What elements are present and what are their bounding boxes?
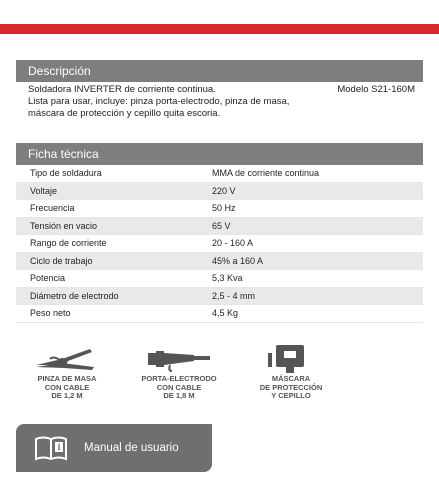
spec-label: Rango de corriente [30,238,107,249]
spec-label: Ciclo de trabajo [30,255,93,266]
spec-value: 5,3 Kva [212,273,243,284]
manual-button[interactable] [16,424,212,472]
spec-row [16,288,423,306]
spec-value: 65 V [212,220,231,231]
description-line: Soldadora INVERTER de corriente continua. [28,84,216,95]
spec-label: Diámetro de electrodo [30,290,119,301]
spec-value: 20 - 160 A [212,238,254,249]
description-header [16,60,423,82]
accessory-welding-mask [236,345,346,401]
spec-label: Frecuencia [30,203,75,214]
specs-table [16,165,423,323]
accessory-label: PINZA DE MASA CON CABLE DE 1,2 M [37,374,97,400]
spec-row [16,183,423,201]
description-title: Descripción [28,64,91,78]
spec-value: MMA de corriente continua [212,168,320,179]
spec-row [16,270,423,288]
spec-label: Tipo de soldadura [30,168,102,179]
spec-row [16,218,423,236]
svg-text:i: i [57,442,61,452]
specs-header [16,143,423,165]
spec-row [16,200,423,218]
accessory-electrode-holder [124,345,234,401]
top-accent-bar [0,24,439,34]
manual-label: Manual de usuario [84,442,179,454]
spec-value: 50 Hz [212,203,236,214]
description-body [28,84,423,120]
accessories-list [12,345,432,405]
spec-label: Tensión en vacio [30,220,98,231]
spec-row [16,253,423,271]
manual-book-icon [34,435,68,461]
spec-label: Peso neto [30,308,71,319]
spec-row [16,235,423,253]
spec-value: 4,5 Kg [212,308,239,319]
spec-label: Voltaje [30,185,58,196]
ground-clamp-icon [32,345,102,373]
description-line: máscara de protección y cepillo quita escoria. [28,108,221,119]
spec-value: 45% a 160 A [212,255,264,266]
accessory-label: MÁSCARA DE PROTECCIÓN Y CEPILLO [259,374,323,400]
spec-value: 220 V [212,185,236,196]
welding-mask-icon [256,345,326,373]
accessory-label: PORTA-ELECTRODO CON CABLE DE 1,8 M [141,374,217,400]
specs-title: Ficha técnica [28,147,99,161]
spec-row [16,305,423,323]
description-line: Lista para usar, incluye: pinza porta-electrodo, pinza de masa, [28,96,290,107]
model-label: Modelo S21-160M [337,84,415,95]
spec-label: Potencia [30,273,66,284]
electrode-holder-icon [144,345,214,373]
accessory-ground-clamp [12,345,122,401]
spec-row [16,165,423,183]
spec-value: 2,5 - 4 mm [212,290,256,301]
